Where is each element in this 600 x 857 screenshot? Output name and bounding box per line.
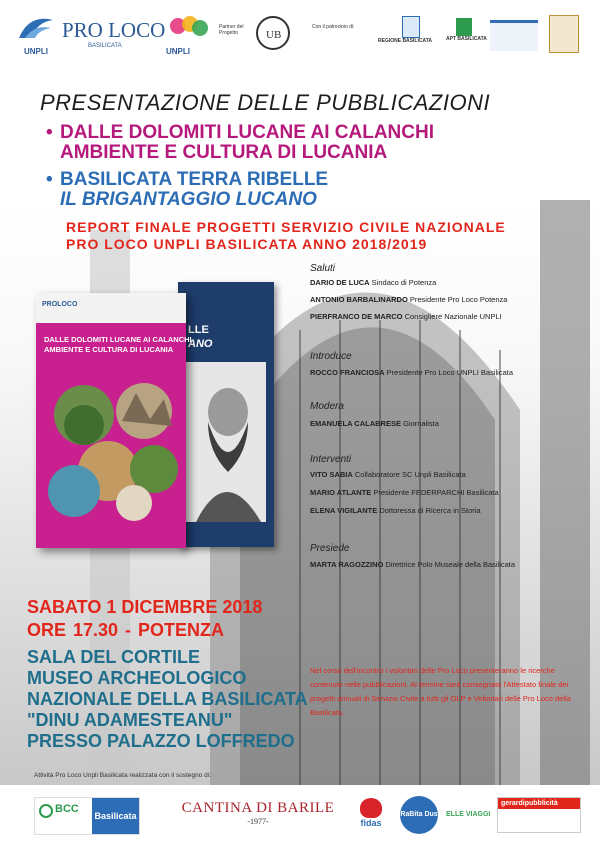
saluti-person-3: PIERFRANCO DE MARCO Consigliere Nazionale UNPLI [310, 312, 502, 321]
event-time: ORE 17.30 - POTENZA [27, 620, 225, 640]
book1-brand: PROLOCO [42, 301, 78, 308]
report-block [66, 219, 506, 253]
proloco-logo [62, 18, 165, 49]
unpli2-label: UNPLI [166, 47, 190, 56]
bullet-icon: • [46, 122, 53, 143]
unpli-label: UNPLI [24, 47, 48, 56]
book1-title-line1: DALLE DOLOMITI LUCANE AI CALANCHI [44, 335, 192, 344]
elle-viaggi-logo: ELLE VIAGGI [446, 798, 486, 832]
presiede-label: Presiede [310, 543, 350, 554]
unpli-partner-logo [166, 14, 214, 56]
ministry-logo [490, 20, 538, 51]
book1-photo-collage [46, 381, 178, 521]
book2-portrait [186, 362, 266, 522]
interventi-person-2: MARIO ATLANTE Presidente FEDERPARCHI Basilicata [310, 488, 499, 497]
publication-2-line2: IL BRIGANTAGGIO LUCANO [60, 189, 317, 210]
sponsor-caption: Attività Pro Loco Unpli Basilicata realizzata con il sostegno di: [34, 772, 212, 779]
regione-label: REGIONE BASILICATA [378, 38, 432, 44]
cantina-label: CANTINA DI BARILE [181, 800, 335, 816]
regione-logo [378, 16, 434, 52]
interventi-label: Interventi [310, 454, 352, 465]
bcc-region: Basilicata [92, 798, 139, 834]
saluti-person-2: ANTONIO BARBALINARDO Presidente Pro Loco Potenza [310, 295, 508, 304]
page-title: PRESENTAZIONE DELLE PUBBLICAZIONI [40, 90, 491, 115]
publication-1 [46, 123, 434, 163]
bcc-logo [34, 797, 140, 835]
event-date: SABATO 1 DICEMBRE 2018 [27, 597, 263, 617]
venue-line-4: "DINU ADAMESTEANU" [27, 710, 233, 730]
book2-title-fragment-2: ANO [188, 338, 213, 350]
patrocinio-label: Con il patrocinio di: [312, 24, 355, 30]
publication-2 [46, 170, 328, 210]
apt-label: APT BASILICATA [446, 36, 487, 42]
book-brigantaggio-cover [178, 282, 274, 547]
bullet-icon: • [46, 169, 53, 190]
unpli-logo [15, 12, 57, 54]
publication-1-line1: DALLE DOLOMITI LUCANE AI CALANCHI [60, 122, 434, 143]
proloco-sub: BASILICATA [88, 43, 122, 49]
venue-line-1: SALA DEL CORTILE [27, 647, 201, 667]
fidas-logo [352, 798, 390, 834]
seal-logo [256, 16, 290, 50]
saluti-person-1: DARIO DE LUCA Sindaco di Potenza [310, 278, 437, 287]
venue-line-3: NAZIONALE DELLA BASILICATA [27, 689, 308, 709]
gerardi-label: gerardipubblicità [498, 798, 580, 809]
proloco-label: PRO LOCO [62, 18, 166, 42]
publication-1-line2: AMBIENTE E CULTURA DI LUCANIA [60, 142, 388, 163]
event-venue [27, 647, 308, 752]
introduce-label: Introduce [310, 351, 352, 362]
modera-person-1: EMANUELA CALABRESE Giornalista [310, 419, 439, 428]
svg-text:UB: UB [266, 29, 282, 41]
cantina-year: -1977- [247, 817, 269, 826]
regione-crest-icon [402, 16, 420, 38]
bcc-label: BCC [55, 803, 79, 815]
crest-logo [549, 15, 579, 53]
interventi-person-3: ELENA VIGILANTE Dottoressa di Ricerca in Storia [310, 506, 481, 515]
event-note: Nel corso dell'incontro i volontari delle Pro Loco presenteranno le ricerche contenute nelle pubblicazioni. Al termine sarà consegnato l'Attestato finale dei progetti annuali di Servizio Civile a tutti gli OLP e Volontari delle Pro Loco della Basilicata. [310, 666, 571, 717]
cantina-logo [178, 800, 338, 836]
gerardi-logo [497, 797, 581, 833]
interventi-person-1: VITO SABIA Collaboratore SC Unpli Basilicata [310, 470, 466, 479]
partner-label: Partner del Progetto [219, 24, 244, 36]
apt-mark-icon [456, 18, 472, 36]
fidas-label: fidas [360, 818, 382, 828]
venue-line-5: PRESSO PALAZZO LOFFREDO [27, 731, 295, 751]
book2-title-fragment-1: LLE [188, 324, 209, 336]
heart-icon [360, 798, 382, 818]
book1-title-line2: AMBIENTE E CULTURA DI LUCANIA [44, 345, 174, 354]
introduce-person-1: ROCCO FRANCIOSA Presidente Pro Loco UNPLI Basilicata [310, 368, 513, 377]
publication-2-line1: BASILICATA TERRA RIBELLE [60, 169, 329, 190]
bcc-mark-icon [39, 804, 53, 818]
rapita-logo: RaBita Dus [400, 796, 438, 834]
modera-label: Modera [310, 401, 344, 412]
venue-line-2: MUSEO ARCHEOLOGICO [27, 668, 247, 688]
program-column [310, 263, 590, 569]
book1-header-strip [36, 293, 186, 323]
saluti-label: Saluti [310, 263, 336, 274]
book-dolomiti-cover [36, 293, 192, 548]
apt-logo [446, 18, 487, 52]
presiede-person-1: MARTA RAGOZZINO Direttrice Polo Museale della Basilicata [310, 560, 516, 569]
report-line2: PRO LOCO UNPLI BASILICATA ANNO 2018/2019 [66, 236, 428, 252]
report-line1: REPORT FINALE PROGETTI SERVIZIO CIVILE NAZIONALE [66, 219, 506, 235]
